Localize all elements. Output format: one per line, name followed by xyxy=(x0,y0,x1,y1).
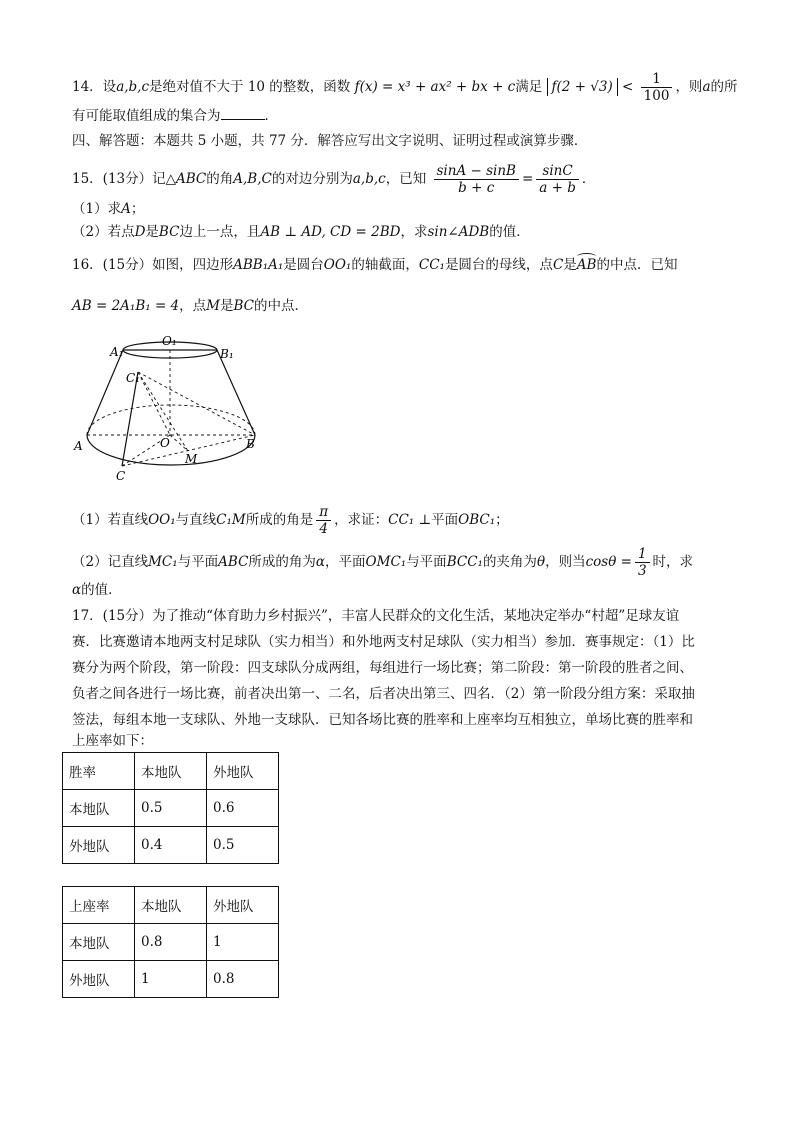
q15-text: ，求 xyxy=(400,224,428,240)
q14-text: ，则 xyxy=(675,79,703,95)
label-o1: O₁ xyxy=(162,336,177,348)
q16-var: CC₁ xyxy=(418,257,445,273)
q15-frac2-num: sinC xyxy=(536,163,579,180)
q15-text: 边上一点，且 xyxy=(179,224,261,240)
label-a: A xyxy=(74,439,83,453)
q16-text: 所成的角是 xyxy=(245,512,314,528)
q14-abs xyxy=(547,78,618,96)
label-m: M xyxy=(185,452,198,466)
segment-c1o xyxy=(138,372,170,435)
q16-text: ，平面 xyxy=(325,554,366,570)
q14-line2 xyxy=(72,106,278,126)
q16-claim: CC₁ ⊥ xyxy=(388,512,432,528)
q15-text: ； xyxy=(130,201,145,217)
q14-vars: a,b,c xyxy=(116,79,150,95)
table-row xyxy=(63,961,279,998)
q15-text: 的对边分别为 xyxy=(271,171,353,187)
arc-mark xyxy=(577,253,597,260)
table-header-cell: 本地队 xyxy=(135,887,207,924)
segment-c1b xyxy=(138,372,255,435)
q16-var: α xyxy=(315,554,326,570)
q16-text: 所成的角为 xyxy=(248,554,316,570)
q14-fraction xyxy=(641,71,673,104)
q17-line2: 赛．比赛邀请本地两支村足球队（实力相当）和外地两支村足球队（实力相当）参加．赛事规定：（1）比 xyxy=(72,634,695,650)
q14-abs-expr: f(2 + √3) xyxy=(551,79,613,95)
q16-text: 是圆台 xyxy=(283,257,324,273)
q16-text: ； xyxy=(495,512,509,528)
q16-text: 时，求 xyxy=(652,554,694,570)
table-cell: 0.8 xyxy=(135,924,207,961)
frac-num: π xyxy=(316,504,331,521)
q15-frac1-den: b + c xyxy=(458,180,495,196)
q17-line4: 负者之间各进行一场比赛，前者决出第一、二名，后者决出第三、四名．（2）第一阶段分组方案：采取抽 xyxy=(72,686,695,702)
generator-aa1 xyxy=(87,350,123,435)
segment-om xyxy=(170,435,188,451)
frac-den: 4 xyxy=(319,521,328,537)
table-header-row xyxy=(63,887,279,924)
q14-frac-den: 100 xyxy=(643,88,670,104)
q16-var: M xyxy=(206,298,220,314)
table-header-cell: 本地队 xyxy=(135,753,207,790)
q16-var: C xyxy=(552,257,564,273)
label-b1: B₁ xyxy=(220,347,234,361)
table-header-cell: 外地队 xyxy=(207,887,279,924)
q15-text: （2）若点 xyxy=(72,224,135,240)
q16-sub2-line2 xyxy=(72,580,122,600)
bottom-base-front xyxy=(87,435,255,465)
q14-frac-num: 1 xyxy=(641,71,673,88)
table-cell: 0.5 xyxy=(135,790,207,827)
q15-sub2 xyxy=(72,222,530,242)
table-header-cell: 外地队 xyxy=(207,753,279,790)
q16-sub2 xyxy=(72,546,693,579)
section-heading: 四、解答题：本题共 5 小题，共 77 分．解答应写出文字说明、证明过程或演算步骤． xyxy=(72,133,588,149)
q16-text: 与直线 xyxy=(175,512,217,528)
q17-line5: 签法，每组本地一支球队、外地一支球队．已知各场比赛的胜率和上座率均互相独立，单场比赛的胜率和 xyxy=(72,712,693,728)
q16-var: OO₁ xyxy=(148,512,176,528)
table-header-cell: 胜率 xyxy=(63,753,135,790)
q16-text: 平面 xyxy=(431,512,459,528)
q16-text: 是 xyxy=(563,257,577,273)
q16-text: 与平面 xyxy=(406,554,447,570)
q16-cos: cosθ = xyxy=(585,554,632,570)
q16-text: 与平面 xyxy=(177,554,219,570)
table-cell: 1 xyxy=(207,924,279,961)
q16-var: OMC₁ xyxy=(365,554,407,570)
q15-text: 的角 xyxy=(206,171,234,187)
q15-frac1-num: sinA − sinB xyxy=(434,163,519,180)
q16-var: θ xyxy=(536,554,546,570)
label-o: O xyxy=(160,436,170,450)
q15-var: BC xyxy=(158,224,180,240)
q16-text: 的轴截面， xyxy=(351,257,419,273)
table-cell: 本地队 xyxy=(63,790,135,827)
table-cell: 0.4 xyxy=(135,827,207,864)
q16-text: ，点 xyxy=(179,298,207,314)
q16-text: （1）若直线 xyxy=(72,512,149,528)
q15-text: 是 xyxy=(145,224,159,240)
q15-var: A xyxy=(121,201,131,217)
q14-text: ． xyxy=(264,108,278,124)
q16-var: C₁M xyxy=(216,512,246,528)
table-header-cell: 上座率 xyxy=(63,887,135,924)
q16-line1 xyxy=(72,255,677,275)
table-row xyxy=(63,790,279,827)
q16-quad: ABB₁A₁ xyxy=(233,257,284,273)
q15-var: D xyxy=(134,224,146,240)
q16-text: ，则当 xyxy=(545,554,586,570)
q15-sin: sin∠ADB xyxy=(427,224,490,240)
q14-function: f(x) = x³ + ax² + bx + c xyxy=(354,79,516,95)
q16-text: 的中点．已知 xyxy=(596,257,678,273)
q14-text: 的所 xyxy=(710,79,738,95)
q16-text: 的夹角为 xyxy=(482,554,537,570)
q15-frac2-den: a + b xyxy=(539,180,576,196)
generator-bb1 xyxy=(217,350,255,435)
q15-text: ． xyxy=(581,171,596,187)
generator-cc1 xyxy=(122,372,138,466)
table-header-row xyxy=(63,753,279,790)
q14-var-a: a xyxy=(702,79,711,95)
q16-text: （2）记直线 xyxy=(72,554,149,570)
q15-fraction-2 xyxy=(536,163,579,196)
table-cell: 1 xyxy=(135,961,207,998)
q15-text: 15．(13分）记△ xyxy=(72,171,177,187)
q16-var: ABC xyxy=(218,554,249,570)
q16-text: ，求证： xyxy=(334,512,389,528)
label-c: C xyxy=(116,469,126,483)
frustum-figure xyxy=(70,336,270,486)
q16-text: 的中点． xyxy=(253,298,308,314)
q16-arc xyxy=(577,257,597,273)
table-cell: 0.6 xyxy=(207,790,279,827)
q16-text: 16．(15分）如图，四边形 xyxy=(72,257,234,273)
q15-text: （1）求 xyxy=(72,201,122,217)
q15-text: 的值． xyxy=(489,224,530,240)
q17-line3: 赛分为两个阶段，第一阶段：四支球队分成两组，每组进行一场比赛；第二阶段：第一阶段的胜者之间、 xyxy=(72,660,693,676)
table-cell: 0.5 xyxy=(207,827,279,864)
q16-text: 是 xyxy=(219,298,234,314)
table-cell: 0.8 xyxy=(207,961,279,998)
q14-text: 是绝对值不大于 10 的整数，函数 xyxy=(149,79,351,95)
q15-condition: AB ⊥ AD, CD = 2BD xyxy=(260,224,401,240)
answer-blank xyxy=(221,107,265,120)
q16-plane: OBC₁ xyxy=(458,512,496,528)
table-row xyxy=(63,827,279,864)
q15-fraction-1 xyxy=(434,163,519,196)
q15-angles: A,B,C xyxy=(233,171,272,187)
bottom-base-back xyxy=(87,405,255,435)
q16-text: 的值． xyxy=(81,582,122,598)
q15-sides: a,b,c xyxy=(352,171,386,187)
q14-text: 有可能取值组成的集合为 xyxy=(72,108,221,124)
q15-abc: ABC xyxy=(176,171,207,187)
attendance-rate-table xyxy=(62,886,279,998)
q14-line1 xyxy=(72,71,738,104)
q14-text: 满足 xyxy=(515,79,543,95)
q16-var: OO₁ xyxy=(323,257,352,273)
q16-equation: AB = 2A₁B₁ = 4 xyxy=(72,298,180,314)
win-rate-table xyxy=(62,752,279,864)
q15-text: ，已知 xyxy=(385,171,427,187)
q16-text: 是圆台的母线，点 xyxy=(444,257,553,273)
q16-line2 xyxy=(72,296,308,316)
q15-sub1 xyxy=(72,199,144,219)
table-row xyxy=(63,924,279,961)
q16-arc-label: AB xyxy=(576,257,597,273)
q16-var: BC xyxy=(233,298,254,314)
q16-var: α xyxy=(72,582,82,598)
frac-den: 3 xyxy=(637,563,647,579)
frac-num: 1 xyxy=(635,546,650,563)
q14-lt: < xyxy=(622,79,634,95)
q17-line1: 17．(15分）为了推动“体育助力乡村振兴”，丰富人民群众的文化生活，某地决定举办“村超”足球友谊 xyxy=(72,608,680,624)
q16-sub1-fraction xyxy=(316,504,331,537)
q15-eq: = xyxy=(521,171,534,187)
q16-var: MC₁ xyxy=(148,554,178,570)
table-cell: 外地队 xyxy=(63,961,135,998)
q16-var: BCC₁ xyxy=(446,554,483,570)
label-c1: C₁ xyxy=(126,371,140,385)
q16-sub2-fraction xyxy=(635,546,650,579)
q16-sub1 xyxy=(72,504,509,537)
table-cell: 本地队 xyxy=(63,924,135,961)
table-cell: 外地队 xyxy=(63,827,135,864)
label-a1: A₁ xyxy=(110,345,124,359)
q17-line6: 上座率如下： xyxy=(72,733,153,749)
q14-text: 14．设 xyxy=(72,79,117,95)
q15-line1 xyxy=(72,163,595,196)
label-b: B xyxy=(246,437,255,451)
